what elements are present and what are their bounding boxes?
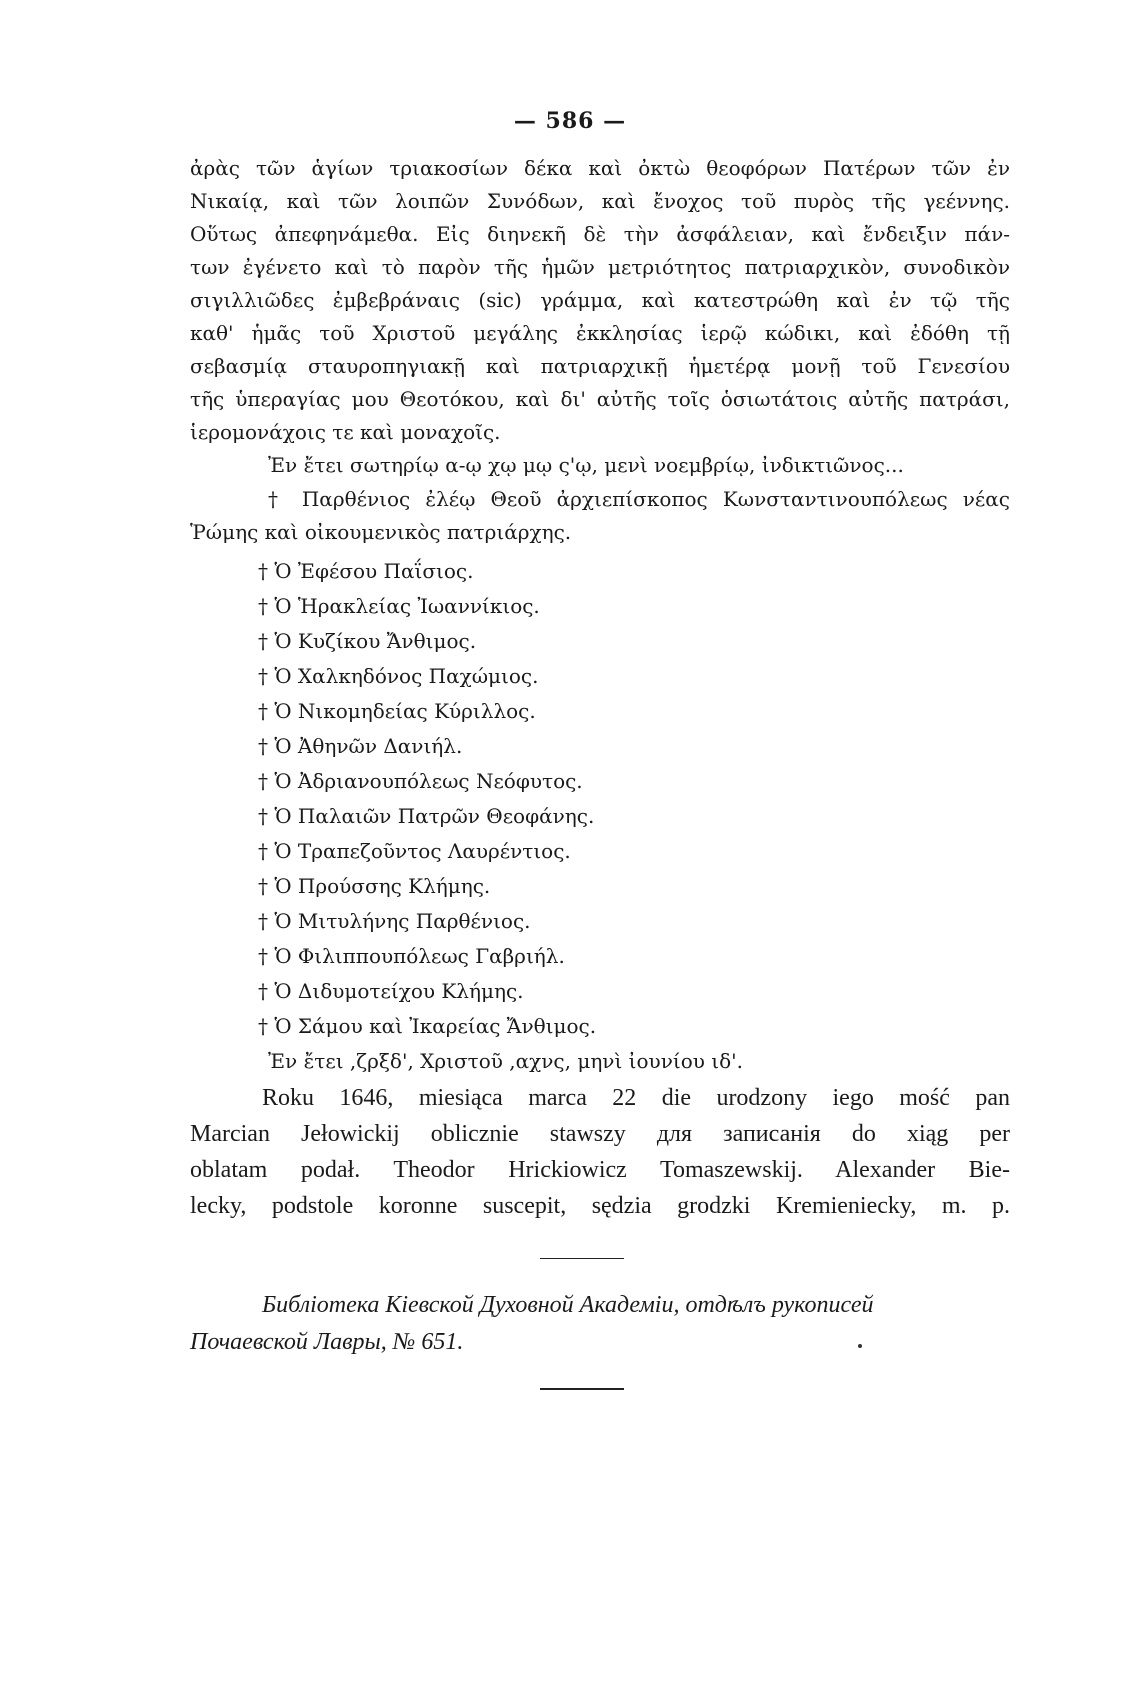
paragraph-line: ἱερομονάχοις τε καὶ μοναχοῖς. bbox=[190, 420, 501, 444]
paragraph-line: ἀρὰς τῶν ἁγίων τριακοσίων δέκα καὶ ὀκτὼ θεοφόρων Πατέρων τῶν ἐν bbox=[190, 156, 1010, 180]
signature-line: † Ὁ Ἀδριανουπόλεως Νεόφυτος. bbox=[258, 769, 583, 793]
signature-line: † Ὁ Χαλκηδόνος Παχώμιος. bbox=[258, 664, 539, 688]
signature-line: † Ὁ Ἀθηνῶν Δανιήλ. bbox=[258, 734, 463, 758]
latin-line: oblatam podał. Theodor Hrickiowicz Tomaszewskij. Alexander Bie- bbox=[190, 1157, 1010, 1183]
paragraph-line: σεβασμίᾳ σταυροπηγιακῇ καὶ πατριαρχικῇ ἡμετέρᾳ μονῇ τοῦ Γενεσίου bbox=[190, 354, 1010, 378]
latin-line: Marcian Jełowickij oblicznie stawszy для записанія do xiąg per bbox=[190, 1121, 1010, 1147]
stray-dot bbox=[858, 1344, 862, 1348]
signature-line: † Ὁ Μιτυλήνης Παρθένιος. bbox=[258, 909, 531, 933]
signature-line: † Ὁ Παλαιῶν Πατρῶν Θεοφάνης. bbox=[258, 804, 595, 828]
signature-line: † Ὁ Νικομηδείας Κύριλλος. bbox=[258, 699, 536, 723]
latin-line: lecky, podstole koronne suscepit, sędzia grodzki Kremieniecky, m. p. bbox=[190, 1193, 1010, 1219]
signature-line: † Ὁ Ἐφέσου Παΐσιος. bbox=[258, 559, 474, 583]
closing-date-line: Ἐν ἔτει ,ζρξδ', Χριστοῦ ,αχνς, μηνὶ ἰουνίου ιδ'. bbox=[268, 1049, 743, 1073]
paragraph-line: τῆς ὑπεραγίας μου Θεοτόκου, καὶ δι' αὐτῆς τοῖς ὁσιωτάτοις αὐτῆς πατράσι, bbox=[190, 387, 1010, 411]
latin-line: Roku 1646, miesiąca marca 22 die urodzony iego mość pan bbox=[262, 1085, 1010, 1111]
date-line: Ἐν ἔτει σωτηρίῳ α-ῳ χῳ μῳ ς'ῳ, μενὶ νοεμβρίῳ, ἰνδικτιῶνος... bbox=[268, 453, 904, 477]
page-number: — 586 — bbox=[513, 108, 627, 134]
signature-line: † Ὁ Φιλιππουπόλεως Γαβριήλ. bbox=[258, 944, 565, 968]
paragraph-line: των ἐγένετο καὶ τὸ παρὸν τῆς ἡμῶν μετριότητος πατριαρχικὸν, συνοδικὸν bbox=[190, 255, 1010, 279]
signature-line: † Ὁ Κυζίκου Ἄνθιμος. bbox=[258, 629, 477, 653]
end-rule bbox=[540, 1388, 624, 1390]
paragraph-line: Οὕτως ἀπεφηνάμεθα. Εἰς διηνεκῆ δὲ τὴν ἀσφάλειαν, καὶ ἔνδειξιν πάν- bbox=[190, 222, 1010, 246]
patriarch-signature-line-1: † Παρθένιος ἐλέῳ Θεοῦ ἀρχιεπίσκοπος Κωνσταντινουπόλεως νέας bbox=[268, 487, 1010, 511]
footnote-line-1: Библіотека Кіевской Духовной Академіи, отдѣлъ рукописей bbox=[262, 1292, 874, 1318]
paragraph-line: καθ' ἡμᾶς τοῦ Χριστοῦ μεγάλης ἐκκλησίας ἱερῷ κώδικι, καὶ ἐδόθη τῇ bbox=[190, 321, 1010, 345]
footnote-line-2: Почаевской Лавры, № 651. bbox=[190, 1329, 464, 1355]
paragraph-line: σιγιλλιῶδες ἐμβεβράναις (sic) γράμμα, καὶ κατεστρώθη καὶ ἐν τῷ τῆς bbox=[190, 288, 1010, 312]
signature-line: † Ὁ Διδυμοτείχου Κλήμης. bbox=[258, 979, 524, 1003]
patriarch-signature-line-2: Ῥώμης καὶ οἰκουμενικὸς πατριάρχης. bbox=[190, 520, 572, 544]
signature-line: † Ὁ Ἡρακλείας Ἰωαννίκιος. bbox=[258, 594, 540, 618]
section-divider bbox=[540, 1258, 624, 1259]
signature-line: † Ὁ Σάμου καὶ Ἰκαρείας Ἄνθιμος. bbox=[258, 1014, 597, 1038]
paragraph-line: Νικαίᾳ, καὶ τῶν λοιπῶν Συνόδων, καὶ ἔνοχος τοῦ πυρὸς τῆς γεέννης. bbox=[190, 189, 1010, 213]
signature-line: † Ὁ Προύσσης Κλήμης. bbox=[258, 874, 491, 898]
signature-line: † Ὁ Τραπεζοῦντος Λαυρέντιος. bbox=[258, 839, 571, 863]
